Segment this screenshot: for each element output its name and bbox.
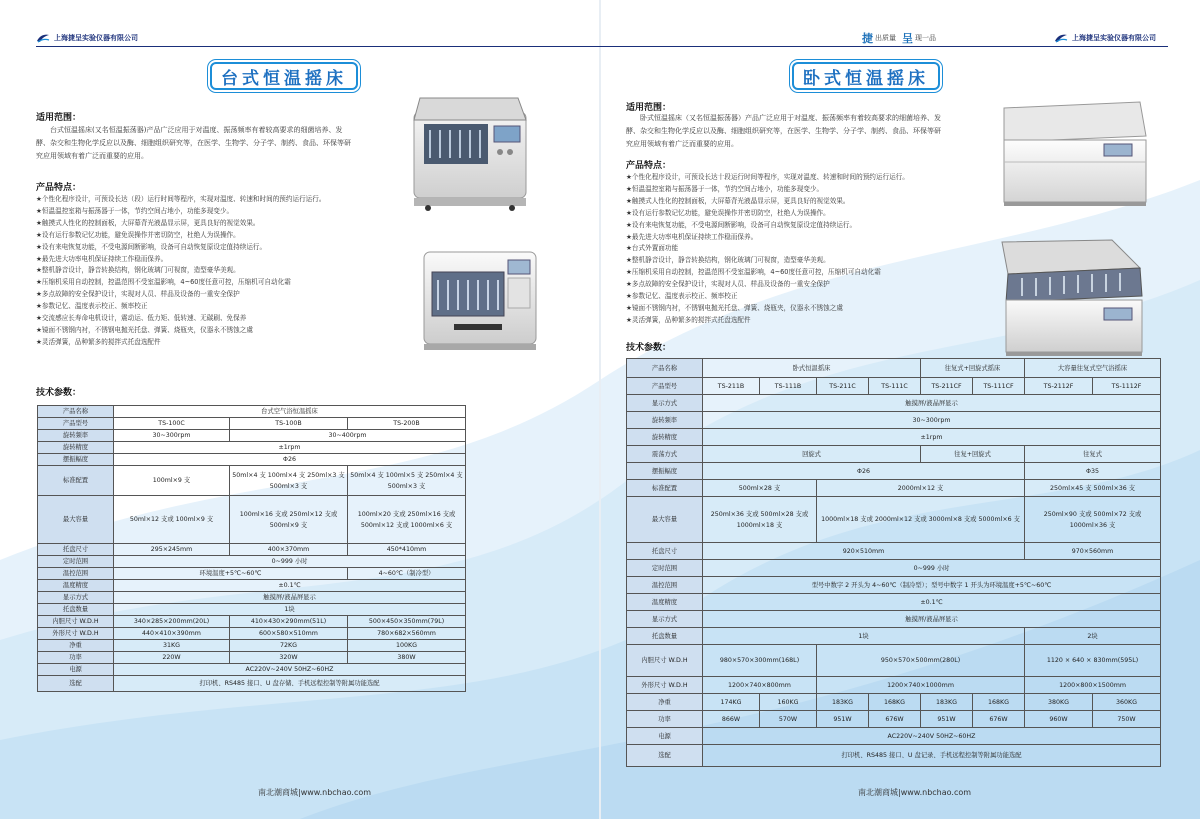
table-cell: 打印机、RS485 接口、U 盘记录、手机远程控制等附属功能选配 — [703, 745, 1161, 767]
table-cell: 750W — [1093, 711, 1161, 728]
table-cell: 触摸屏/液晶屏显示 — [114, 592, 466, 604]
table-cell: 4~60℃（制冷型） — [348, 568, 466, 580]
table-header-cell: 定时范围 — [38, 556, 114, 568]
table-cell: 400×370mm — [230, 544, 348, 556]
table-row — [38, 664, 466, 676]
feature-item: ★整机静音设计，静音转换结构，钢化玻璃门可视窗，造型豪华美观。 — [36, 266, 240, 275]
table-row — [38, 466, 466, 496]
table-header-cell: 托盘尺寸 — [627, 543, 703, 560]
company-name: 上海捷呈实验仪器有限公司 — [1072, 34, 1156, 42]
table-row — [38, 442, 466, 454]
table-cell: 1块 — [703, 628, 1025, 645]
right-title — [792, 62, 940, 90]
table-cell: ±1rpm — [114, 442, 466, 454]
feature-item: ★灵活弹簧，品种繁多的搅拌式托盘选配件 — [36, 337, 161, 346]
feature-item: ★最先进大功率电机保证持续工作稳而保养。 — [626, 232, 758, 241]
table-row — [627, 359, 1161, 378]
table-header-cell: 产品型号 — [38, 418, 114, 430]
table-cell: 100ml×16 支或 250ml×12 支或 500ml×9 支 — [230, 496, 348, 544]
table-cell: ±1rpm — [703, 429, 1161, 446]
table-cell: AC220V~240V 50HZ~60HZ — [114, 664, 466, 676]
table-header-cell: 外形尺寸 W.D.H — [38, 628, 114, 640]
feature-item: ★灵活弹簧，品种繁多的搅拌式托盘选配件 — [626, 315, 751, 324]
table-header-cell: 托盘数量 — [627, 628, 703, 645]
table-header-cell: 温度精度 — [627, 594, 703, 611]
table-row — [38, 652, 466, 664]
table-row — [627, 711, 1161, 728]
table-row — [38, 616, 466, 628]
company-name: 上海捷呈实验仪器有限公司 — [54, 34, 138, 42]
slogan-text-2: 现一品 — [915, 34, 936, 42]
table-cell: 往复式+回旋式摇床 — [921, 359, 1025, 378]
slogan-text-1: 出质量 — [875, 34, 896, 42]
table-cell: 250ml×45 支 500ml×36 支 — [1025, 480, 1161, 497]
table-cell: 1200×740×800mm — [703, 677, 817, 694]
header-rule — [36, 46, 600, 47]
table-cell: TS-111C — [869, 378, 921, 395]
table-row — [627, 611, 1161, 628]
feature-item: ★恒温温控室箱与振荡器于一体，节约空间占地小，功能多现变少。 — [36, 206, 234, 215]
table-header-cell: 外形尺寸 W.D.H — [627, 677, 703, 694]
table-header-cell: 旋转频率 — [627, 412, 703, 429]
table-cell: 30~300rpm — [114, 430, 230, 442]
table-cell: 0~999 小时 — [114, 556, 466, 568]
left-footer: 南北潮商城|www.nbchao.com — [258, 788, 372, 797]
table-cell: 450*410mm — [348, 544, 466, 556]
table-cell: 环境温度+5℃~60℃ — [114, 568, 348, 580]
table-cell: 295×245mm — [114, 544, 230, 556]
table-header-cell: 温度精度 — [38, 580, 114, 592]
table-row — [38, 418, 466, 430]
table-header-cell: 最大容量 — [627, 497, 703, 543]
table-cell: 950×570×500mm(280L) — [817, 645, 1025, 677]
table-row — [38, 454, 466, 466]
table-row — [627, 429, 1161, 446]
feature-item: ★整机静音设计，静音转换结构，钢化玻璃门可视窗，造型豪华美观。 — [626, 256, 830, 265]
company-logo — [1054, 30, 1156, 46]
table-row — [627, 594, 1161, 611]
table-header-cell: 净重 — [627, 694, 703, 711]
table-cell: Φ26 — [703, 463, 1025, 480]
table-cell: TS-111B — [760, 378, 817, 395]
table-cell: 250ml×90 支或 500ml×72 支或 1000ml×36 支 — [1025, 497, 1161, 543]
table-header-cell: 功率 — [38, 652, 114, 664]
table-cell: 台式空气浴恒温摇床 — [114, 406, 466, 418]
table-row — [38, 604, 466, 616]
table-cell: 1200×800×1500mm — [1025, 677, 1161, 694]
table-header-cell: 定时范围 — [627, 560, 703, 577]
table-cell: 30~300rpm — [703, 412, 1161, 429]
table-cell: TS-211C — [817, 378, 869, 395]
table-cell: 2000ml×12 支 — [817, 480, 1025, 497]
feature-item: ★设有来电恢复功能，不受电源间断影响，设备可自动恢复原设定值持续运行。 — [626, 220, 857, 229]
table-row — [38, 430, 466, 442]
table-cell: 31KG — [114, 640, 230, 652]
table-cell: ±0.1℃ — [114, 580, 466, 592]
table-row — [38, 496, 466, 544]
table-header-cell: 产品名称 — [627, 359, 703, 378]
table-header-cell: 功率 — [627, 711, 703, 728]
table-row — [627, 645, 1161, 677]
floor-shaker-photo-2 — [992, 238, 1148, 358]
table-row — [38, 640, 466, 652]
brand-slogan — [860, 30, 936, 46]
table-cell: 380W — [348, 652, 466, 664]
table-cell: 50ml×4 支 100ml×5 支 250ml×4 支 500ml×3 支 — [348, 466, 466, 496]
table-cell: 100ml×9 支 — [114, 466, 230, 496]
table-row — [627, 412, 1161, 429]
feature-item: ★最先进大功率电机保证持续工作稳而保养。 — [36, 254, 168, 263]
feature-item: ★个性化程序设计，可预设长达（段）运行时间等程序，实现对温度、转速和时间的预约运行运行。 — [36, 195, 326, 203]
table-header-cell: 选配 — [627, 745, 703, 767]
right-params-title: 技术参数： — [626, 343, 672, 353]
table-header-cell: 选配 — [38, 676, 114, 692]
table-cell: 2块 — [1025, 628, 1161, 645]
table-cell: 0~999 小时 — [703, 560, 1161, 577]
table-cell: 500ml×28 支 — [703, 480, 817, 497]
table-row — [627, 395, 1161, 412]
header-rule — [600, 46, 1168, 47]
table-cell: 168KG — [973, 694, 1025, 711]
table-cell: 100KG — [348, 640, 466, 652]
table-cell: 1块 — [114, 604, 466, 616]
company-logo-icon — [1054, 33, 1068, 43]
table-cell: 380KG — [1025, 694, 1093, 711]
table-cell: Φ35 — [1025, 463, 1161, 480]
table-cell: 570W — [760, 711, 817, 728]
table-row — [627, 446, 1161, 463]
table-row — [627, 745, 1161, 767]
table-header-cell: 电源 — [627, 728, 703, 745]
table-cell: 183KG — [817, 694, 869, 711]
table-row — [38, 568, 466, 580]
table-cell: 174KG — [703, 694, 760, 711]
table-row — [627, 560, 1161, 577]
table-cell: ±0.1℃ — [703, 594, 1161, 611]
table-header-cell: 托盘尺寸 — [38, 544, 114, 556]
table-cell: 大容量往复式空气浴摇床 — [1025, 359, 1161, 378]
table-cell: TS-2112F — [1025, 378, 1093, 395]
feature-item: ★交流感应长寿命电机设计，震动运、低力矩、低转速、无碳刷、免保养 — [36, 314, 247, 323]
table-cell: 360KG — [1093, 694, 1161, 711]
table-cell: TS-211CF — [921, 378, 973, 395]
table-row — [38, 628, 466, 640]
table-cell: 160KG — [760, 694, 817, 711]
table-cell: 951W — [817, 711, 869, 728]
table-row — [38, 592, 466, 604]
table-cell: 676W — [973, 711, 1025, 728]
table-cell: 卧式恒温摇床 — [703, 359, 921, 378]
right-scope-title: 适用范围： — [626, 103, 672, 113]
table-cell: 980×570×300mm(168L) — [703, 645, 817, 677]
left-spec-table — [37, 405, 466, 692]
feature-item: ★多点故障的安全保护设计，实现对人员、样品及设备的一重安全保护 — [626, 280, 830, 289]
right-spec-table — [626, 358, 1161, 767]
table-cell: 往复+回旋式 — [921, 446, 1025, 463]
table-cell: 50ml×4 支 100ml×4 支 250ml×3 支 500ml×3 支 — [230, 466, 348, 496]
table-cell: 970×560mm — [1025, 543, 1161, 560]
table-header-cell: 托盘数量 — [38, 604, 114, 616]
feature-item: ★触摸式人性化的控制面板，大屏幕背光液晶显示屏，更具良好的视觉效果。 — [626, 196, 850, 205]
feature-item: ★恒温温控室箱与振荡器于一体，节约空间占地小，功能多现变少。 — [626, 184, 824, 193]
table-cell: 780×682×560mm — [348, 628, 466, 640]
table-cell: 1120 × 640 × 830mm(595L) — [1025, 645, 1161, 677]
feature-item: ★台式外置面功能 — [626, 244, 679, 253]
table-cell: 410×430×290mm(51L) — [230, 616, 348, 628]
table-row — [38, 580, 466, 592]
company-logo — [36, 30, 138, 46]
feature-item: ★个性化程序设计，可预设长达十段运行时间等程序，实现对温度、转速和时间的预约运行运行。 — [626, 173, 909, 181]
feature-item: ★设有运行参数记忆功能，避免误操作并密切防空，杜绝人为误操作。 — [36, 230, 240, 239]
table-header-cell: 摆振幅度 — [38, 454, 114, 466]
right-title-text: 卧式恒温摇床 — [803, 68, 929, 89]
table-header-cell: 内胆尺寸 W.D.H — [627, 645, 703, 677]
table-header-cell: 最大容量 — [38, 496, 114, 544]
table-row — [627, 497, 1161, 543]
table-cell: 30~400rpm — [230, 430, 466, 442]
table-cell: 866W — [703, 711, 760, 728]
left-features-title: 产品特点： — [36, 183, 82, 193]
left-params-title: 技术参数： — [36, 388, 82, 398]
table-header-cell: 净重 — [38, 640, 114, 652]
company-logo-icon — [36, 33, 50, 43]
right-scope-text: 卧式恒温摇床（又名恒温振荡器）产品广泛应用于对温度、振荡频率有着较高要求的细菌培养、发酵、杂交和生物化学反应以及酶、细胞组织研究等，在医学、生物学、分子学、制药、食品、环保等研究应用领域有着广泛而重要的应用。 — [626, 114, 941, 148]
table-header-cell: 显示方式 — [627, 611, 703, 628]
table-cell: AC220V~240V 50HZ~60HZ — [703, 728, 1161, 745]
table-header-cell: 产品型号 — [627, 378, 703, 395]
table-header-cell: 电源 — [38, 664, 114, 676]
table-row — [627, 677, 1161, 694]
table-header-cell: 内胆尺寸 W.D.H — [38, 616, 114, 628]
slogan-char-1: 捷 — [862, 32, 873, 45]
feature-item: ★参数记忆、温度表示校正、频率校正 — [626, 292, 738, 301]
feature-item: ★压缩机采用自动控制，控温范围不受室温影响，4~60度任意可控，压缩机可自动化霜 — [36, 278, 291, 287]
slogan-char-2: 呈 — [902, 32, 913, 45]
feature-item: ★镜面不锈钢内衬，不锈钢电抛光托盘、弹簧、烧瓶夹，仪器永不锈蚀之虞 — [626, 303, 843, 312]
table-row — [38, 406, 466, 418]
table-cell: TS-211B — [703, 378, 760, 395]
table-header-cell: 温控范围 — [627, 577, 703, 594]
table-cell: 250ml×36 支或 500ml×28 支或 1000ml×18 支 — [703, 497, 817, 543]
right-features-list — [626, 172, 976, 327]
feature-item: ★多点故障的安全保护设计，实现对人员、样品及设备的一重安全保护 — [36, 290, 240, 299]
table-cell: 50ml×12 支或 100ml×9 支 — [114, 496, 230, 544]
left-features-list — [36, 194, 376, 349]
table-cell: TS-100C — [114, 418, 230, 430]
table-cell: Φ26 — [114, 454, 466, 466]
feature-item: ★压缩机采用自动控制，控温范围不受室温影响，4~60度任意可控，压缩机可自动化霜 — [626, 268, 881, 277]
table-row — [627, 577, 1161, 594]
right-page — [600, 0, 1200, 819]
table-header-cell: 显示方式 — [38, 592, 114, 604]
table-cell: 100ml×20 支或 250ml×16 支或 500ml×12 支或 1000ml×6 支 — [348, 496, 466, 544]
feature-item: ★参数记忆、温度表示校正、频率校正 — [36, 302, 148, 311]
table-row — [38, 544, 466, 556]
table-row — [38, 556, 466, 568]
tabletop-shaker-photo-2 — [414, 238, 544, 356]
feature-item: ★触摸式人性化的控制面板，大屏幕背光液晶显示屏，更具良好的视觉效果。 — [36, 218, 260, 227]
table-row — [627, 728, 1161, 745]
table-cell: TS-200B — [348, 418, 466, 430]
table-row — [627, 378, 1161, 395]
table-cell: 183KG — [921, 694, 973, 711]
table-cell: 220W — [114, 652, 230, 664]
table-row — [627, 480, 1161, 497]
left-title — [210, 62, 358, 90]
tabletop-shaker-photo-1 — [400, 92, 540, 212]
table-row — [627, 463, 1161, 480]
table-cell: 440×410×390mm — [114, 628, 230, 640]
table-row — [627, 543, 1161, 560]
table-cell: 72KG — [230, 640, 348, 652]
table-header-cell: 产品名称 — [38, 406, 114, 418]
table-cell: 960W — [1025, 711, 1093, 728]
feature-item: ★设有来电恢复功能，不受电源间断影响，设备可自动恢复原设定值持续运行。 — [36, 242, 267, 251]
table-cell: 920×510mm — [703, 543, 1025, 560]
table-cell: 触摸屏/液晶屏显示 — [703, 611, 1161, 628]
left-scope-title: 适用范围： — [36, 113, 82, 123]
table-row — [627, 628, 1161, 645]
table-cell: TS-100B — [230, 418, 348, 430]
left-scope-text: 台式恒温摇床(又名恒温振荡器)产品广泛应用于对温度、振荡频率有着较高要求的细菌培养、发酵、杂交和生物化学反应以及酶、细胞组织研究等，在医学、生物学、分子学、制药、食品、环保等研究应用领域有着广泛而重要的应用。 — [36, 126, 351, 160]
table-cell: TS-1112F — [1093, 378, 1161, 395]
table-cell: 600×580×510mm — [230, 628, 348, 640]
table-header-cell: 标准配置 — [627, 480, 703, 497]
table-row — [38, 676, 466, 692]
table-header-cell: 旋转精度 — [38, 442, 114, 454]
feature-item: ★镜面不锈钢内衬，不锈钢电抛光托盘、弹簧、烧瓶夹，仪器永不锈蚀之虞 — [36, 325, 253, 334]
table-cell: 168KG — [869, 694, 921, 711]
table-header-cell: 旋转频率 — [38, 430, 114, 442]
table-cell: 触摸屏/液晶屏显示 — [703, 395, 1161, 412]
table-cell: 340×285×200mm(20L) — [114, 616, 230, 628]
table-cell: 往复式 — [1025, 446, 1161, 463]
table-header-cell: 摆振幅度 — [627, 463, 703, 480]
table-header-cell: 显示方式 — [627, 395, 703, 412]
table-row — [627, 694, 1161, 711]
table-cell: 1200×740×1000mm — [817, 677, 1025, 694]
table-header-cell: 旋转精度 — [627, 429, 703, 446]
table-cell: 500×450×350mm(79L) — [348, 616, 466, 628]
table-cell: 打印机、RS485 接口、U 盘存储、手机远程控制等附属功能选配 — [114, 676, 466, 692]
table-header-cell: 震荡方式 — [627, 446, 703, 463]
feature-item: ★设有运行参数记忆功能，避免误操作并密切防空，杜绝人为误操作。 — [626, 208, 830, 217]
table-header-cell: 标准配置 — [38, 466, 114, 496]
table-header-cell: 温控范围 — [38, 568, 114, 580]
table-cell: 951W — [921, 711, 973, 728]
right-features-title: 产品特点： — [626, 161, 672, 171]
table-cell: 1000ml×18 支或 2000ml×12 支或 3000ml×8 支或 5000ml×6 支 — [817, 497, 1025, 543]
table-cell: 320W — [230, 652, 348, 664]
table-cell: 型号中数字 2 开头为 4~60℃（制冷型）；型号中数字 1 开头为环境温度+5℃~60℃ — [703, 577, 1161, 594]
floor-shaker-photo-1 — [1000, 96, 1150, 208]
table-cell: 回旋式 — [703, 446, 921, 463]
table-cell: TS-111CF — [973, 378, 1025, 395]
table-cell: 676W — [869, 711, 921, 728]
left-title-text: 台式恒温摇床 — [221, 68, 347, 89]
right-footer: 南北潮商城|www.nbchao.com — [858, 788, 972, 797]
